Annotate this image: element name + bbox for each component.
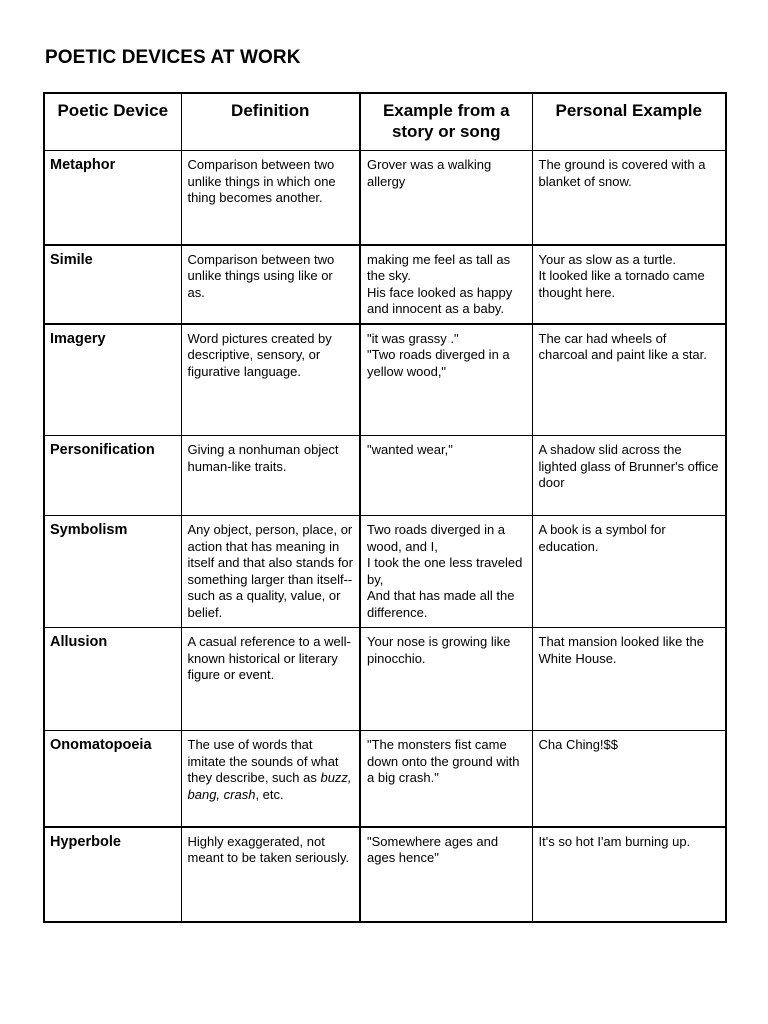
table-row-personification: [44, 436, 726, 516]
device-name: Personification: [44, 436, 181, 516]
device-example: "it was grassy ." "Two roads diverged in a yellow wood,": [360, 324, 532, 436]
device-personal-example: The ground is covered with a blanket of snow.: [532, 151, 726, 245]
device-example: "wanted wear,": [360, 436, 532, 516]
device-definition: [181, 731, 360, 827]
device-name: Onomatopoeia: [44, 731, 181, 827]
device-example: making me feel as tall as the sky. His face looked as happy and innocent as a baby.: [360, 245, 532, 324]
device-personal-example: The car had wheels of charcoal and paint like a star.: [532, 324, 726, 436]
device-personal-example: Cha Ching!$$: [532, 731, 726, 827]
header-poetic-device: Poetic Device: [44, 93, 181, 151]
table-header-row: [44, 93, 726, 151]
device-definition: Any object, person, place, or action that has meaning in itself and that also stands for something larger than itself-- such as a quality, value, or belief.: [181, 516, 360, 628]
device-name: Simile: [44, 245, 181, 324]
device-example: Grover was a walking allergy: [360, 151, 532, 245]
header-definition: Definition: [181, 93, 360, 151]
device-definition: Comparison between two unlike things in which one thing becomes another.: [181, 151, 360, 245]
device-name: Symbolism: [44, 516, 181, 628]
device-personal-example: A book is a symbol for education.: [532, 516, 726, 628]
device-name: Imagery: [44, 324, 181, 436]
device-definition: Word pictures created by descriptive, sensory, or figurative language.: [181, 324, 360, 436]
device-name: Allusion: [44, 628, 181, 731]
device-name: Metaphor: [44, 151, 181, 245]
device-personal-example: A shadow slid across the lighted glass of Brunner's office door: [532, 436, 726, 516]
device-personal-example: Your as slow as a turtle. It looked like a tornado came thought here.: [532, 245, 726, 324]
definition-text-end: , etc.: [255, 786, 284, 802]
device-definition: Comparison between two unlike things using like or as.: [181, 245, 360, 324]
definition-italic-examples: buzz, bang, crash: [187, 770, 352, 802]
device-personal-example: It's so hot I'am burning up.: [532, 827, 726, 922]
header-personal-example: Personal Example: [532, 93, 726, 151]
page-title: POETIC DEVICES AT WORK: [45, 47, 301, 68]
table-row-symbolism: [44, 516, 726, 628]
definition-text: The use of words that imitate the sounds of what they describe, such as: [187, 737, 339, 785]
table-row-simile: [44, 245, 726, 324]
table-row-metaphor: [44, 151, 726, 245]
device-definition: Highly exaggerated, not meant to be taken seriously.: [181, 827, 360, 922]
table-row-hyperbole: [44, 827, 726, 922]
device-definition: A casual reference to a well-known historical or literary figure or event.: [181, 628, 360, 731]
device-example: Your nose is growing like pinocchio.: [360, 628, 532, 731]
device-definition: Giving a nonhuman object human-like traits.: [181, 436, 360, 516]
device-example: "Somewhere ages and ages hence": [360, 827, 532, 922]
poetic-devices-table: [43, 92, 727, 923]
header-example: Example from a story or song: [360, 93, 532, 151]
device-name: Hyperbole: [44, 827, 181, 922]
table-row-imagery: [44, 324, 726, 436]
device-example: Two roads diverged in a wood, and I, I took the one less traveled by, And that has made all the difference.: [360, 516, 532, 628]
device-personal-example: That mansion looked like the White House.: [532, 628, 726, 731]
device-example: "The monsters fist came down onto the ground with a big crash.": [360, 731, 532, 827]
table-row-allusion: [44, 628, 726, 731]
table-row-onomatopoeia: [44, 731, 726, 827]
